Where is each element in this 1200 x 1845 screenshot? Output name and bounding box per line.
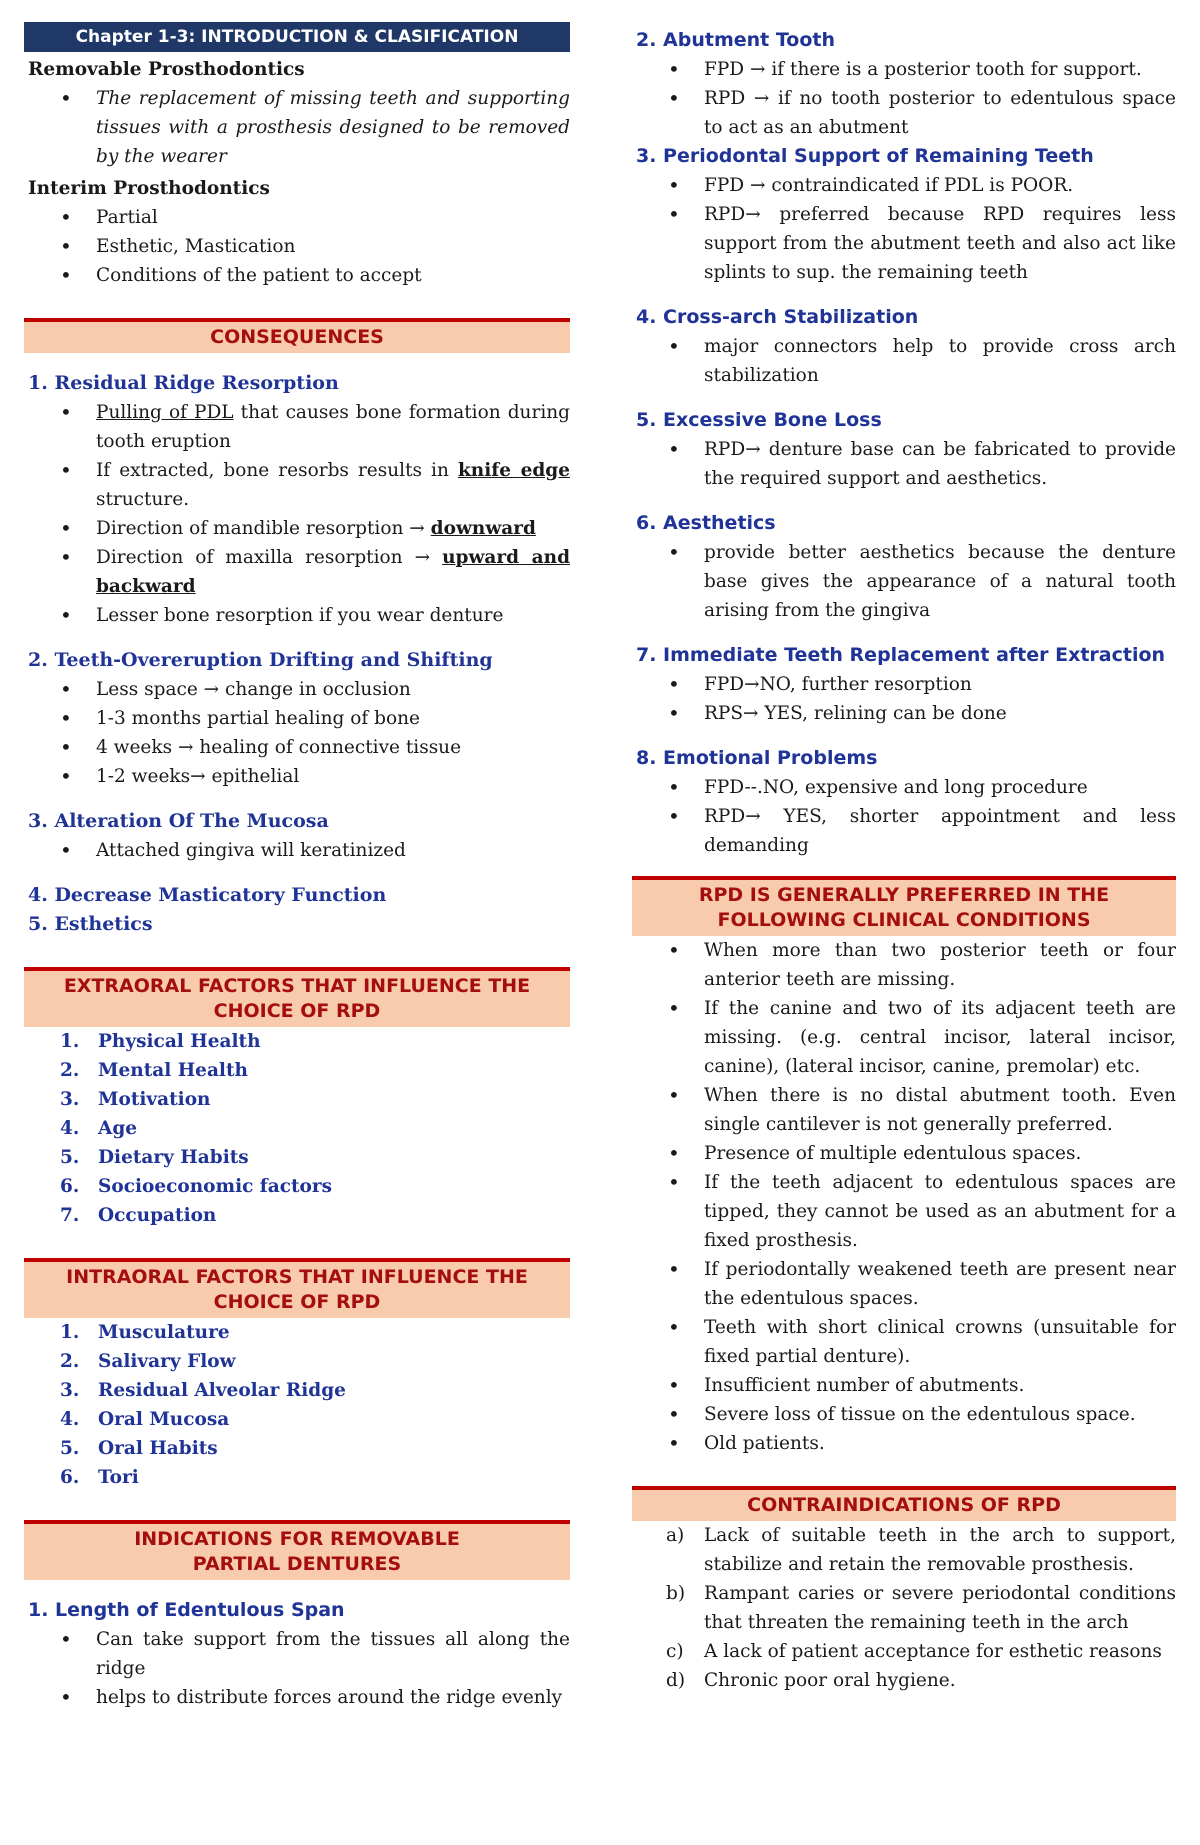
preferred-banner <box>632 876 1176 936</box>
list-item: • Can take support from the tissues all along the ridge <box>96 1625 570 1683</box>
cross-arch-list <box>632 332 1176 390</box>
abutment-list <box>632 55 1176 142</box>
consequences-banner: CONSEQUENCES <box>24 318 570 353</box>
list-item: 4. Age <box>60 1118 138 1139</box>
interim-list <box>24 203 570 290</box>
list-item: • If the teeth adjacent to edentulous spaces are tipped, they cannot be used as an abutment for a fixed prosthesis. <box>704 1168 1176 1255</box>
emotional-list <box>632 773 1176 860</box>
extraoral-banner: EXTRAORAL FACTORS THAT INFLUENCE THE CHOICE OF RPD <box>24 967 570 1027</box>
list-item: • RPD→ YES, shorter appointment and less demanding <box>704 802 1176 860</box>
list-item: • Direction of mandible resorption → downward <box>96 514 570 543</box>
list-item: 1. Musculature <box>60 1322 230 1343</box>
list-item: 5. Oral Habits <box>60 1438 218 1459</box>
list-item: • If periodontally weakened teeth are present near the edentulous spaces. <box>704 1255 1176 1313</box>
list-item: • Pulling of PDL that causes bone formation during tooth eruption <box>96 398 570 456</box>
list-item: • Less space → change in occlusion <box>96 675 570 704</box>
list-item: • Conditions of the patient to accept <box>96 261 570 290</box>
section-heading: 1. Residual Ridge Resorption <box>28 372 339 394</box>
list-item: 6. Tori <box>60 1467 139 1488</box>
list-item: 5. Dietary Habits <box>60 1147 249 1168</box>
list-item: • 1-2 weeks→ epithelial <box>96 762 570 791</box>
list-item: • provide better aesthetics because the denture base gives the appearance of a natural tooth arising from the gingiva <box>704 538 1176 625</box>
list-item: • Insufficient number of abutments. <box>704 1371 1176 1400</box>
section-heading: 8. Emotional Problems <box>636 747 878 769</box>
list-item: 2. Mental Health <box>60 1060 248 1081</box>
chapter-title: Chapter 1-3: INTRODUCTION & CLASIFICATION <box>24 22 570 52</box>
aesthetics-list <box>632 538 1176 625</box>
list-item: • 4 weeks → healing of connective tissue <box>96 733 570 762</box>
list-item: • Old patients. <box>704 1429 1176 1458</box>
extraoral-list <box>24 1027 570 1230</box>
intraoral-banner: INTRAORAL FACTORS THAT INFLUENCE THE CHOICE OF RPD <box>24 1258 570 1318</box>
list-item: • helps to distribute forces around the ridge evenly <box>96 1683 570 1712</box>
list-item: • major connectors help to provide cross arch stabilization <box>704 332 1176 390</box>
preferred-list <box>632 936 1176 1458</box>
list-item: • FPD → contraindicated if PDL is POOR. <box>704 171 1176 200</box>
edentulous-span-list <box>24 1625 570 1712</box>
list-item: • If extracted, bone resorbs results in knife edge structure. <box>96 456 570 514</box>
list-item: • RPD→ denture base can be fabricated to provide the required support and aesthetics. <box>704 435 1176 493</box>
section-heading: 5. Esthetics <box>28 913 153 935</box>
list-item: a) Lack of suitable teeth in the arch to support, stabilize and retain the removable prosthesis. <box>666 1525 1176 1575</box>
section-heading: 2. Abutment Tooth <box>636 29 836 51</box>
list-item: 4. Oral Mucosa <box>60 1409 230 1430</box>
intraoral-list <box>24 1318 570 1492</box>
list-item: • FPD--.NO, expensive and long procedure <box>704 773 1176 802</box>
section-heading: 6. Aesthetics <box>636 512 776 534</box>
list-item: d) Chronic poor oral hygiene. <box>666 1670 956 1691</box>
contraindications-list <box>632 1521 1176 1695</box>
list-item: • RPD→ preferred because RPD requires less support from the abutment teeth and also act like splints to sup. the remaining teeth <box>704 200 1176 287</box>
removable-definition: • The replacement of missing teeth and supporting tissues with a prosthesis designed to be removed by the wearer <box>96 84 570 171</box>
removable-title: Removable Prosthodontics <box>28 59 305 80</box>
indications-banner <box>24 1520 570 1580</box>
section-heading: 1. Length of Edentulous Span <box>28 1599 345 1621</box>
mucosa-list <box>24 836 570 865</box>
section-heading: 4. Decrease Masticatory Function <box>28 884 387 906</box>
banner-line: INDICATIONS FOR REMOVABLE <box>134 1528 460 1550</box>
list-item: • Attached gingiva will keratinized <box>96 836 570 865</box>
list-item: 3. Motivation <box>60 1089 211 1110</box>
banner-line: FOLLOWING CLINICAL CONDITIONS <box>717 909 1091 931</box>
banner-line: PARTIAL DENTURES <box>192 1553 402 1575</box>
section-heading: 7. Immediate Teeth Replacement after Extraction <box>636 644 1166 666</box>
bone-loss-list <box>632 435 1176 493</box>
section-heading: 3. Alteration Of The Mucosa <box>28 810 329 832</box>
section-heading: 5. Excessive Bone Loss <box>636 409 882 431</box>
list-item: • Direction of maxilla resorption → upward and backward <box>96 543 570 601</box>
list-item: • Teeth with short clinical crowns (unsuitable for fixed partial denture). <box>704 1313 1176 1371</box>
right-column <box>632 26 1176 1695</box>
overeruption-list <box>24 675 570 791</box>
list-item: • Lesser bone resorption if you wear denture <box>96 601 570 630</box>
list-item: b) Rampant caries or severe periodontal conditions that threaten the remaining teeth in the arch <box>666 1583 1176 1633</box>
list-item: 2. Salivary Flow <box>60 1351 236 1372</box>
list-item: • When more than two posterior teeth or four anterior teeth are missing. <box>704 936 1176 994</box>
left-column <box>24 22 570 1712</box>
periodontal-list <box>632 171 1176 287</box>
list-item: • When there is no distal abutment tooth. Even single cantilever is not generally preferred. <box>704 1081 1176 1139</box>
list-item: 7. Occupation <box>60 1205 217 1226</box>
section-heading: 4. Cross-arch Stabilization <box>636 306 919 328</box>
list-item: c) A lack of patient acceptance for esthetic reasons <box>666 1641 1162 1662</box>
list-item: 6. Socioeconomic factors <box>60 1176 333 1197</box>
list-item: • Esthetic, Mastication <box>96 232 570 261</box>
banner-line: RPD IS GENERALLY PREFERRED IN THE <box>698 884 1110 906</box>
list-item: • FPD → if there is a posterior tooth for support. <box>704 55 1176 84</box>
list-item: • RPD → if no tooth posterior to edentulous space to act as an abutment <box>704 84 1176 142</box>
list-item: 3. Residual Alveolar Ridge <box>60 1380 346 1401</box>
list-item: 1. Physical Health <box>60 1031 261 1052</box>
contraindications-banner: CONTRAINDICATIONS OF RPD <box>632 1486 1176 1521</box>
list-item: • Presence of multiple edentulous spaces. <box>704 1139 1176 1168</box>
list-item: • RPS→ YES, relining can be done <box>704 699 1176 728</box>
list-item: • 1-3 months partial healing of bone <box>96 704 570 733</box>
section-heading: 3. Periodontal Support of Remaining Teeth <box>636 145 1094 167</box>
resorption-list <box>24 398 570 630</box>
section-heading: 2. Teeth-Overeruption Drifting and Shifting <box>28 649 493 671</box>
list-item: • Severe loss of tissue on the edentulous space. <box>704 1400 1176 1429</box>
list-item: • Partial <box>96 203 570 232</box>
interim-title: Interim Prosthodontics <box>28 178 270 199</box>
list-item: • If the canine and two of its adjacent teeth are missing. (e.g. central incisor, lateral incisor, canine), (lateral incisor, canine, premolar) etc. <box>704 994 1176 1081</box>
immediate-replacement-list <box>632 670 1176 728</box>
list-item: • FPD→NO, further resorption <box>704 670 1176 699</box>
